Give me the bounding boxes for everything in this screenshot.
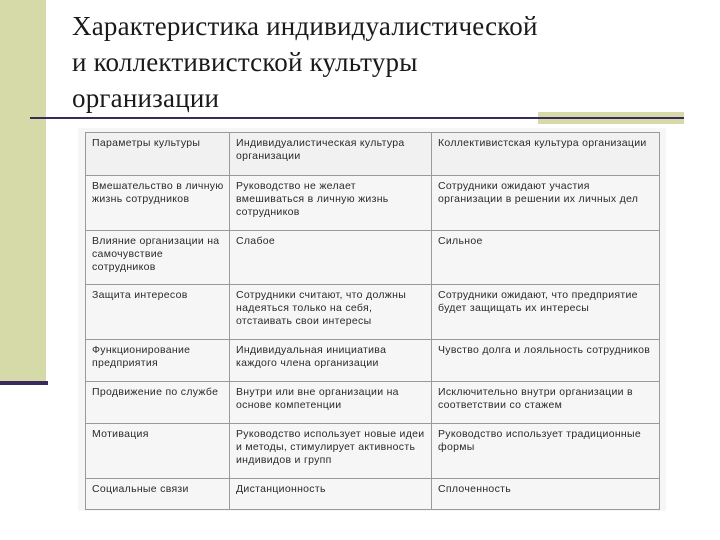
header-collectivist: Коллективистская культура организации: [432, 133, 660, 176]
cell-collectivist: Сильное: [432, 231, 660, 285]
cell-collectivist: Сотрудники ожидают участия организации в решении их личных дел: [432, 176, 660, 231]
cell-individualist: Внутри или вне организации на основе компетенции: [230, 382, 432, 424]
slide-title-line-1: Характеристика индивидуалистической: [72, 11, 538, 41]
slide-title: [72, 8, 712, 116]
title-divider-accent-line: [538, 117, 684, 119]
cell-parameter: Вмешательство в личную жизнь сотрудников: [86, 176, 230, 231]
cell-individualist: Сотрудники считают, что должны надеяться только на себя, отстаивать свои интересы: [230, 285, 432, 340]
cell-collectivist: Исключительно внутри организации в соответствии со стажем: [432, 382, 660, 424]
table-header-row: [86, 133, 660, 176]
cell-parameter: Влияние организации на самочувствие сотрудников: [86, 231, 230, 285]
table-row: [86, 479, 660, 510]
cell-parameter: Мотивация: [86, 424, 230, 479]
cell-individualist: Слабое: [230, 231, 432, 285]
decorative-left-bar: [0, 0, 46, 383]
table-row: [86, 231, 660, 285]
cell-parameter: Функционирование предприятия: [86, 340, 230, 382]
culture-comparison-table: [85, 132, 660, 510]
header-parameters: Параметры культуры: [86, 133, 230, 176]
cell-collectivist: Руководство использует традиционные формы: [432, 424, 660, 479]
table-row: [86, 176, 660, 231]
cell-parameter: Защита интересов: [86, 285, 230, 340]
header-individualist: Индивидуалистическая культура организации: [230, 133, 432, 176]
cell-collectivist: Чувство долга и лояльность сотрудников: [432, 340, 660, 382]
cell-individualist: Индивидуальная инициатива каждого члена организации: [230, 340, 432, 382]
slide-title-line-3: организации: [72, 83, 220, 113]
slide-title-line-2: и коллективистской культуры: [72, 47, 418, 77]
cell-individualist: Руководство использует новые идеи и методы, стимулирует активность индивидов и групп: [230, 424, 432, 479]
table-row: [86, 340, 660, 382]
table-row: [86, 382, 660, 424]
table-row: [86, 285, 660, 340]
cell-parameter: Продвижение по службе: [86, 382, 230, 424]
cell-individualist: Дистанционность: [230, 479, 432, 510]
decorative-left-bar-edge: [0, 381, 48, 385]
cell-collectivist: Сплоченность: [432, 479, 660, 510]
table-row: [86, 424, 660, 479]
title-divider: [30, 117, 538, 119]
cell-individualist: Руководство не желает вмешиваться в личную жизнь сотрудников: [230, 176, 432, 231]
table-panel: [78, 128, 666, 511]
cell-collectivist: Сотрудники ожидают, что предприятие будет защищать их интересы: [432, 285, 660, 340]
cell-parameter: Социальные связи: [86, 479, 230, 510]
